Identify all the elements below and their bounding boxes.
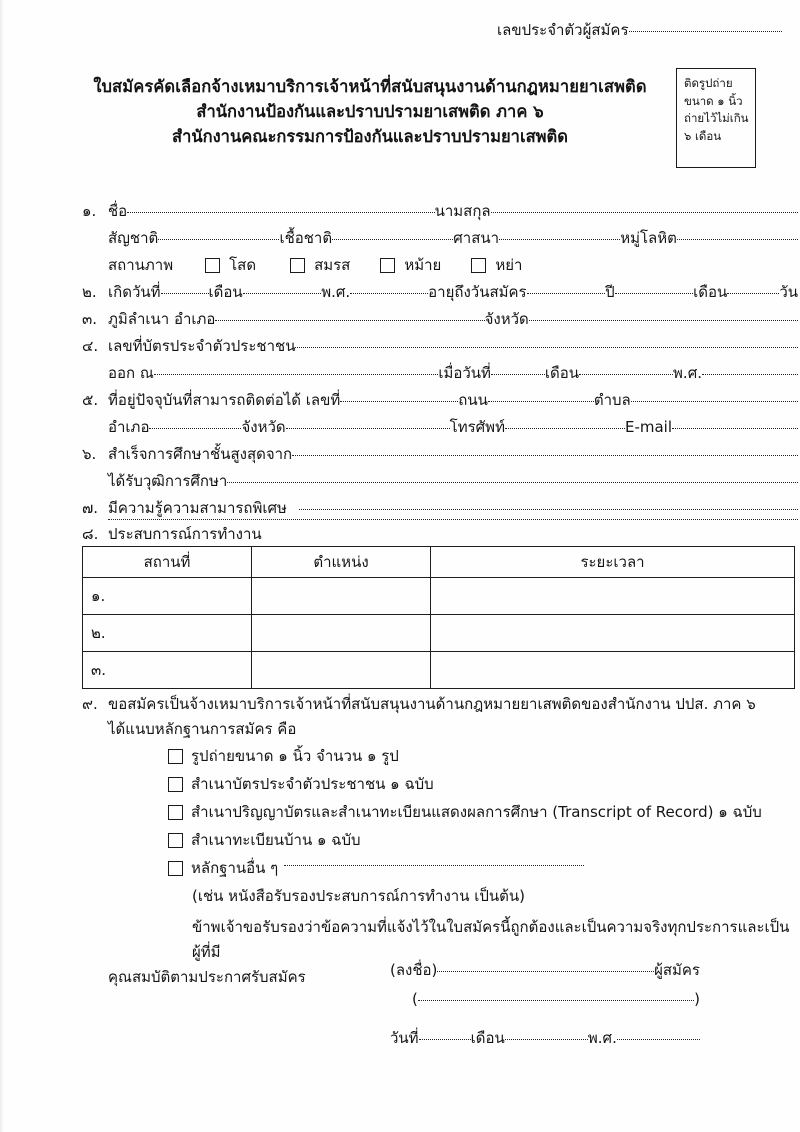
id-issue-month-input[interactable] (579, 374, 673, 375)
checkbox-icon[interactable] (168, 805, 183, 820)
email-label: E-mail (624, 418, 672, 436)
phone-input[interactable] (505, 428, 625, 429)
name-input[interactable] (127, 212, 434, 213)
name-row (108, 198, 798, 225)
skills-row (108, 495, 798, 522)
age-months-label: เดือน (693, 283, 728, 301)
item-6-number: ๖. (82, 445, 97, 463)
district-input[interactable] (149, 428, 241, 429)
domicile-district-input[interactable] (215, 320, 484, 321)
domicile-province-label: จังหวัด (484, 310, 529, 328)
applicant-number-field[interactable] (497, 18, 782, 42)
religion-label: ศาสนา (453, 229, 500, 247)
degree-row (108, 468, 798, 495)
experience-row-3-place[interactable]: ๓. (83, 652, 252, 689)
attachment-item-photo-label: รูปถ่ายขนาด ๑ นิ้ว จำนวน ๑ รูป (191, 747, 399, 765)
scan-edge (0, 0, 4, 1132)
birth-month-input[interactable] (243, 293, 322, 294)
item-9-number: ๙. (82, 695, 98, 713)
id-issued-label: ออก ณ (108, 364, 154, 382)
birth-year-label: พ.ศ. (321, 283, 351, 301)
form-fields (82, 198, 798, 523)
experience-table (82, 546, 795, 689)
marital-status-label: สถานภาพ (108, 256, 174, 274)
title-line-2: สำนักงานป้องกันและปราบปรามยาเสพติด ภาค ๖ (196, 102, 544, 121)
title-line-1: ใบสมัครคัดเลือกจ้างเหมาบริการเจ้าหน้าที่สนับสนุนงานด้านกฎหมายยาเสพติด (93, 77, 647, 96)
checkbox-icon[interactable] (168, 833, 183, 848)
column-header-place: สถานที่ (83, 547, 252, 578)
email-input[interactable] (672, 428, 798, 429)
road-label: ถนน (458, 391, 488, 409)
ethnicity-label: เชื้อชาติ (279, 229, 333, 247)
signature-block (390, 958, 700, 1050)
domicile-district-label: ภูมิลำเนา อำเภอ (108, 310, 216, 328)
education-label: สำเร็จการศึกษาชั้นสูงสุดจาก (108, 445, 293, 463)
item-4-number: ๔. (82, 337, 99, 355)
column-header-position: ตำแหน่ง (252, 547, 431, 578)
skills-label: มีความรู้ความสามารถพิเศษ (108, 499, 287, 517)
checkbox-icon[interactable] (290, 258, 305, 273)
attachment-item-id-card-label: สำเนาบัตรประจำตัวประชาชน ๑ ฉบับ (191, 775, 434, 793)
attachment-note: (เช่น หนังสือรับรองประสบการณ์การทำงาน เป็นต้น) (192, 887, 525, 905)
phone-label: โทรศัพท์ (449, 418, 505, 436)
checkbox-icon[interactable] (168, 777, 183, 792)
marital-option-married[interactable] (290, 252, 350, 279)
province-input[interactable] (286, 428, 450, 429)
experience-row-3-position[interactable] (252, 652, 431, 689)
attachment-item-other-input[interactable] (284, 865, 584, 866)
experience-row-1-duration[interactable] (431, 578, 795, 615)
ethnicity-input[interactable] (332, 239, 453, 240)
age-months-input[interactable] (615, 293, 694, 294)
id-issue-year-input[interactable] (702, 374, 798, 375)
id-card-row (108, 333, 798, 360)
form-item-9 (82, 692, 798, 990)
checkbox-icon[interactable] (471, 258, 486, 273)
subdistrict-input[interactable] (631, 401, 798, 402)
column-header-duration: ระยะเวลา (431, 547, 795, 578)
item-3-number: ๓. (82, 310, 98, 328)
signature-date-input[interactable] (419, 1039, 471, 1040)
marital-option-single-label: โสด (229, 256, 257, 274)
marital-option-married-label: สมรส (314, 256, 351, 274)
checkbox-icon[interactable] (168, 861, 183, 876)
item-2-number: ๒. (82, 283, 97, 301)
experience-row-2-place[interactable]: ๒. (83, 615, 252, 652)
application-statement: ขอสมัครเป็นจ้างเหมาบริการเจ้าหน้าที่สนับสนุนงานด้านกฎหมายยาเสพติดของสำนักงาน ปปส. ภาค ๖ (108, 695, 756, 713)
signature-label: (ลงชื่อ) (390, 961, 438, 979)
open-paren: ( (412, 990, 418, 1008)
subdistrict-label: ตำบล (593, 391, 631, 409)
applicant-number-blank[interactable] (629, 31, 782, 32)
declaration-line-2: คุณสมบัติตามประกาศรับสมัคร (108, 968, 306, 986)
experience-row-2-duration[interactable] (431, 615, 795, 652)
domicile-province-input[interactable] (529, 320, 798, 321)
experience-row-1-position[interactable] (252, 578, 431, 615)
id-issue-date-label: เมื่อวันที่ (438, 364, 491, 382)
attachment-item-photo[interactable] (168, 744, 798, 769)
signature-row (390, 958, 700, 982)
religion-input[interactable] (499, 239, 620, 240)
attachment-item-other-label: หลักฐานอื่น ๆ (191, 859, 279, 877)
table-row (83, 615, 795, 652)
education-row (108, 441, 798, 468)
age-years-label: ปี (605, 283, 615, 301)
signature-date-row (390, 1026, 700, 1050)
photo-box-line-1: ติดรูปถ่าย (684, 76, 733, 90)
district-label: อำเภอ (108, 418, 150, 436)
attachment-checklist (82, 744, 798, 881)
applicant-number-label: เลขประจำตัวผู้สมัคร (497, 21, 629, 39)
attachment-item-transcript-label: สำเนาปริญญาบัตรและสำเนาทะเบียนแสดงผลการศึกษา (Transcript of Record) ๑ ฉบับ (191, 803, 762, 821)
birth-date-label: เกิดวันที่ (108, 283, 161, 301)
marital-option-widowed[interactable] (380, 252, 441, 279)
experience-row-3-duration[interactable] (431, 652, 795, 689)
address-row (108, 387, 798, 414)
id-card-input[interactable] (295, 347, 798, 348)
skills-input-line-1[interactable] (299, 509, 798, 510)
photo-placeholder-box (676, 68, 756, 168)
blood-type-input[interactable] (677, 239, 798, 240)
form-item-1 (82, 198, 798, 279)
province-label: จังหวัด (241, 418, 286, 436)
birth-month-label: เดือน (208, 283, 243, 301)
form-item-7 (82, 495, 798, 523)
age-years-input[interactable] (527, 293, 606, 294)
table-header-row (83, 547, 795, 578)
page-title (60, 74, 680, 149)
id-issued-row (108, 360, 798, 387)
checkbox-icon[interactable] (168, 749, 183, 764)
surname-label: นามสกุล (434, 202, 491, 220)
age-days-input[interactable] (727, 293, 779, 294)
application-statement-row (82, 692, 798, 717)
signature-month-input[interactable] (505, 1039, 588, 1040)
birth-year-input[interactable] (350, 293, 428, 294)
signature-date-label: วันที่ (390, 1029, 419, 1047)
skills-input-line-2[interactable] (108, 519, 798, 520)
checkbox-icon[interactable] (205, 258, 220, 273)
form-item-2 (82, 279, 798, 306)
attachments-intro: ได้แนบหลักฐานการสมัคร คือ (108, 720, 297, 738)
form-item-3 (82, 306, 798, 333)
id-issue-year-label: พ.ศ. (673, 364, 702, 382)
experience-row-2-position[interactable] (252, 615, 431, 652)
age-days-label: วัน (779, 283, 798, 301)
printed-name-input[interactable] (418, 1000, 694, 1001)
id-issue-month-label: เดือน (544, 364, 580, 382)
table-row (83, 652, 795, 689)
attachment-item-id-card[interactable] (168, 772, 798, 797)
marital-option-divorced[interactable] (471, 252, 522, 279)
applicant-role-label: ผู้สมัคร (654, 961, 700, 979)
nationality-label: สัญชาติ (108, 229, 159, 247)
printed-name-row (390, 990, 700, 1008)
nationality-input[interactable] (158, 239, 279, 240)
experience-heading: ประสบการณ์การทำงาน (108, 525, 262, 543)
id-issue-date-input[interactable] (491, 374, 545, 375)
photo-box-line-3: ถ่ายไว้ไม่เกิน (684, 111, 749, 125)
surname-input[interactable] (491, 212, 798, 213)
close-paren: ) (694, 990, 700, 1008)
photo-box-line-2: ขนาด ๑ นิ้ว (684, 93, 743, 108)
marital-option-widowed-label: หม้าย (404, 256, 442, 274)
id-issued-input[interactable] (154, 374, 439, 375)
birth-date-input[interactable] (161, 293, 209, 294)
domicile-row (108, 306, 798, 333)
attachment-item-house-registration[interactable] (168, 828, 798, 853)
marital-option-single[interactable] (205, 252, 256, 279)
signature-month-label: เดือน (470, 1029, 505, 1047)
degree-input[interactable] (227, 482, 798, 483)
signature-year-label: พ.ศ. (587, 1029, 617, 1047)
marital-status-row (108, 252, 798, 279)
blood-type-label: หมู่โลหิต (620, 229, 677, 247)
form-item-6 (82, 441, 798, 495)
experience-row-1-place[interactable]: ๑. (83, 578, 252, 615)
id-card-label: เลขที่บัตรประจำตัวประชาชน (108, 337, 296, 355)
item-1-number: ๑. (82, 202, 97, 220)
item-7-number: ๗. (82, 499, 99, 517)
form-item-4 (82, 333, 798, 387)
address-number-input[interactable] (340, 401, 458, 402)
attachment-item-other[interactable] (168, 856, 798, 881)
item-5-number: ๕. (82, 391, 99, 409)
nationality-row (108, 225, 798, 252)
form-item-8 (82, 522, 262, 546)
declaration-line-1: ข้าพเจ้าขอรับรองว่าข้อความที่แจ้งไว้ในใบสมัครนี้ถูกต้องและเป็นความจริงทุกประการและเป็นผู้ที่มี (192, 918, 790, 961)
checkbox-icon[interactable] (380, 258, 395, 273)
item-8-number: ๘. (82, 525, 99, 543)
title-line-3: สำนักงานคณะกรรมการป้องกันและปราบปรามยาเสพติด (172, 127, 568, 146)
signature-input[interactable] (437, 971, 654, 972)
education-input[interactable] (292, 455, 798, 456)
birthdate-row (108, 279, 798, 306)
road-input[interactable] (488, 401, 594, 402)
name-label: ชื่อ (108, 202, 128, 220)
contact-row (108, 414, 798, 441)
marital-option-divorced-label: หย่า (495, 256, 523, 274)
table-row (83, 578, 795, 615)
attachment-item-transcript[interactable] (168, 800, 798, 825)
signature-year-input[interactable] (617, 1039, 700, 1040)
age-label: อายุถึงวันสมัคร (428, 283, 527, 301)
address-label: ที่อยู่ปัจจุบันที่สามารถติดต่อได้ เลขที่ (108, 391, 341, 409)
form-item-5 (82, 387, 798, 441)
attachment-item-house-registration-label: สำเนาทะเบียนบ้าน ๑ ฉบับ (191, 831, 361, 849)
photo-box-line-4: ๖ เดือน (684, 128, 722, 143)
degree-label: ได้รับวุฒิการศึกษา (108, 472, 228, 490)
